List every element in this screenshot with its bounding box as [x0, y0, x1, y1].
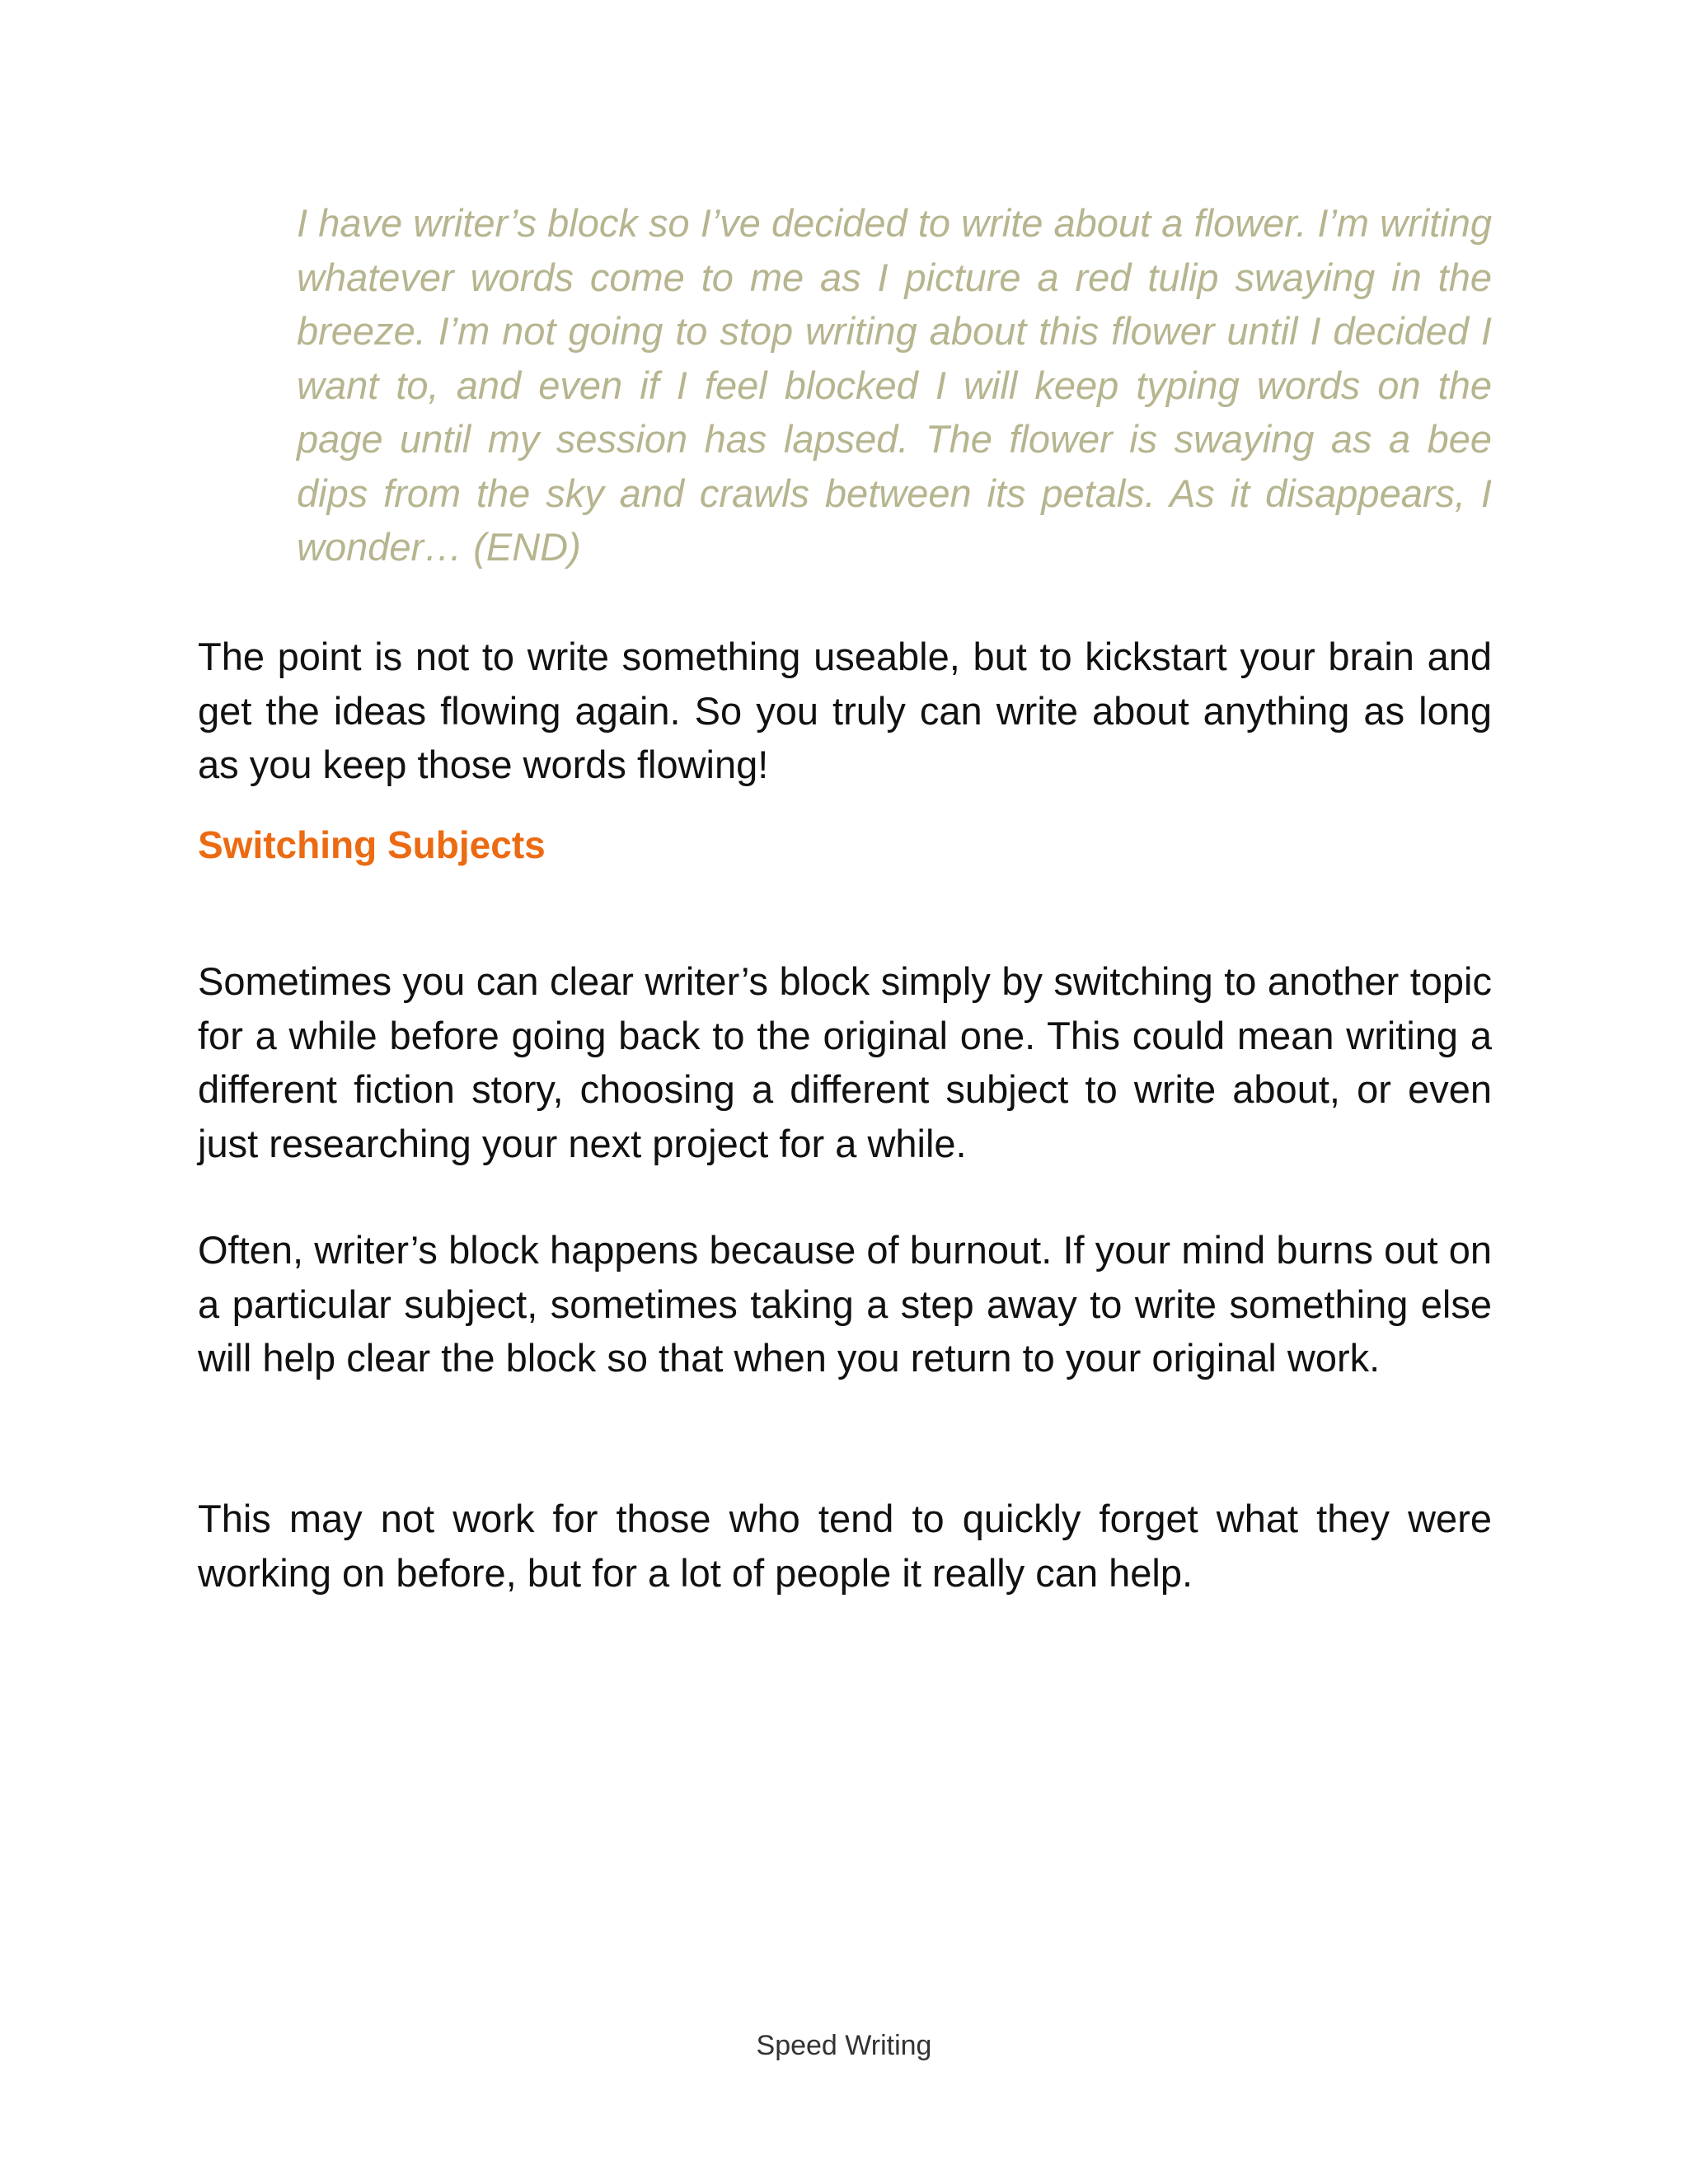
paragraph-4: This may not work for those who tend to quickly forget what they were working on before, but for a lot of people it really can help.	[198, 1497, 1492, 1595]
example-quote: I have writer’s block so I’ve decided to write about a flower. I’m writing whatever words come to me as I picture a red tulip swaying in the breeze. I’m not going to stop writing about this flower until I decided I want to, and even if I feel blocked I will keep typing words on the page until my session has lapsed. The flower is swaying as a bee dips from the sky and crawls between its petals. As it disappears, I wonder… (END)	[297, 201, 1492, 569]
paragraph-1: The point is not to write something useable, but to kickstart your brain and get the ideas flowing again. So you truly can write about anything as long as you keep those words flowing!	[198, 635, 1492, 786]
paragraph-2: Sometimes you can clear writer’s block simply by switching to another topic for a while before going back to the original one. This could mean writing a different fiction story, choosing a different subject to write about, or even just researching your next project for a while.	[198, 959, 1492, 1165]
page-footer: Speed Writing	[756, 2030, 932, 2061]
paragraph-3: Often, writer’s block happens because of burnout. If your mind burns out on a particular subject, sometimes taking a step away to write something else will help clear the block so that when you return to your original work.	[198, 1228, 1492, 1380]
section-heading: Switching Subjects	[198, 823, 546, 866]
